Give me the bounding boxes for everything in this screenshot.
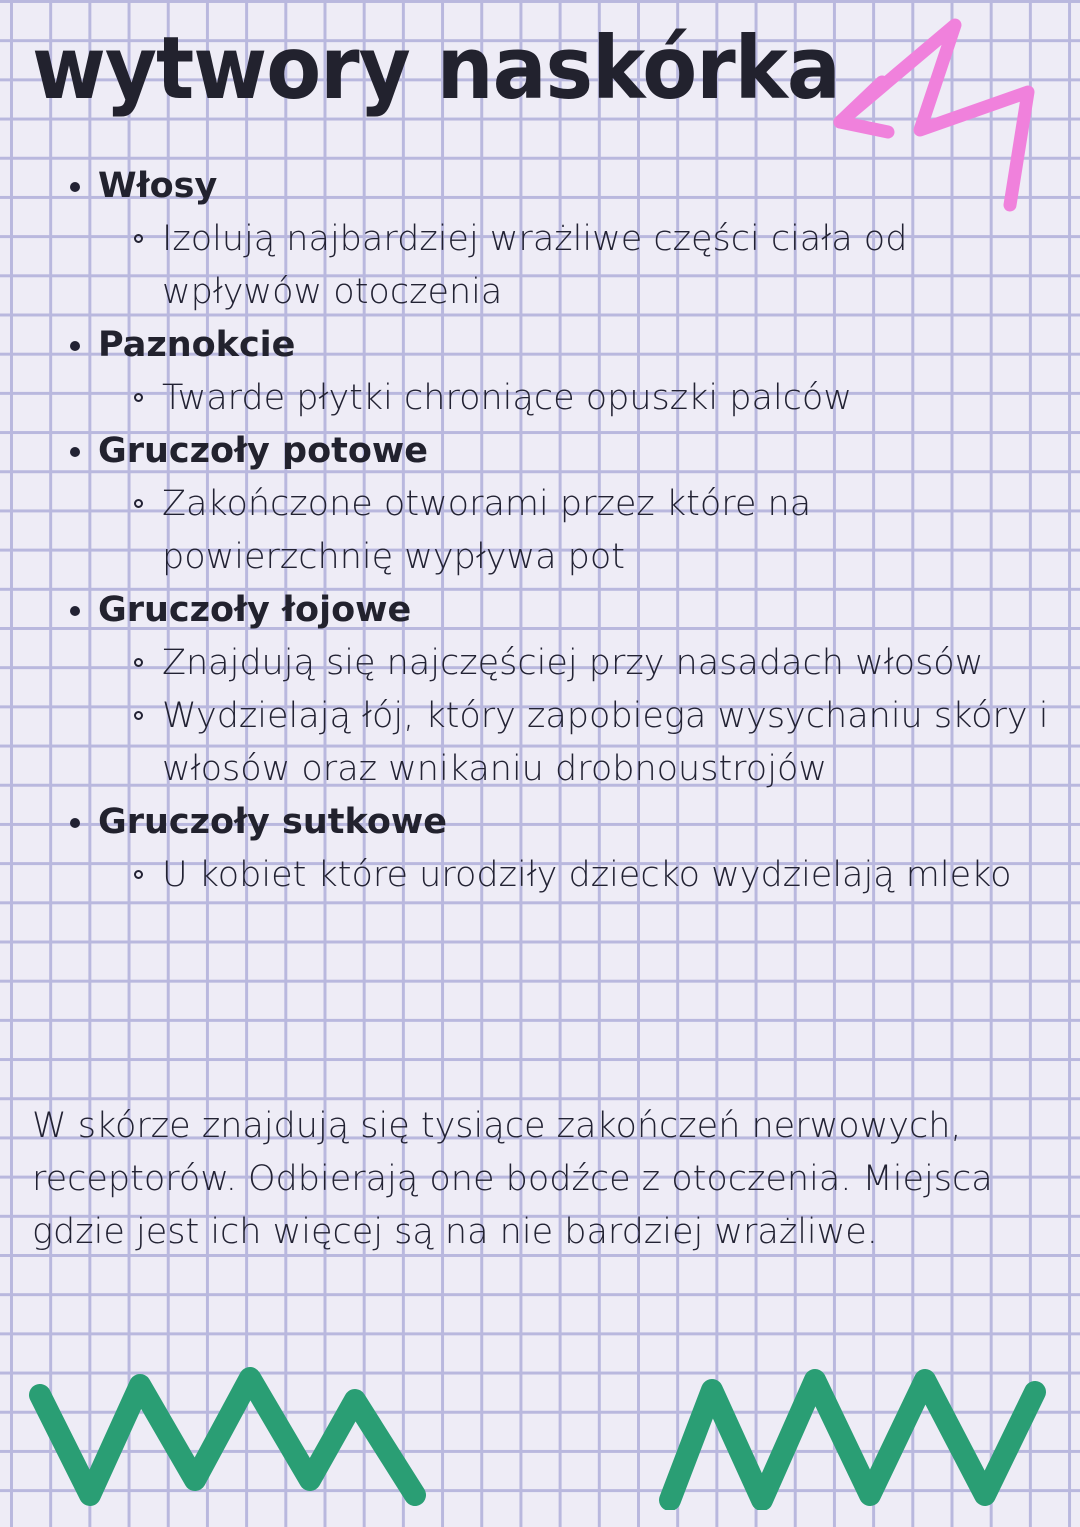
section-item <box>60 319 1050 425</box>
section-heading: Gruczoły potowe <box>98 431 429 471</box>
section-point: Znajdują się najczęściej przy nasadach włosów <box>162 637 1050 690</box>
section-item <box>60 584 1050 796</box>
content-list <box>60 160 1050 902</box>
section-point: Wydzielają łój, który zapobiega wysychaniu skóry i włosów oraz wnikaniu drobnoustrojów <box>162 690 1050 796</box>
section-heading: Włosy <box>98 166 218 206</box>
page-title: wytwory naskórka <box>32 18 840 119</box>
section-heading: Gruczoły łojowe <box>98 590 412 630</box>
section-point: U kobiet które urodziły dziecko wydzielają mleko <box>162 849 1050 902</box>
section-point: Izolują najbardziej wrażliwe części ciała od wpływów otoczenia <box>162 213 1050 319</box>
section-item <box>60 796 1050 902</box>
green-zigzag-left <box>20 1360 430 1510</box>
section-heading: Gruczoły sutkowe <box>98 802 447 842</box>
section-point: Twarde płytki chroniące opuszki palców <box>162 372 1050 425</box>
section-item <box>60 425 1050 584</box>
section-heading: Paznokcie <box>98 325 296 365</box>
section-item <box>60 160 1050 319</box>
summary-paragraph: W skórze znajdują się tysiące zakończeń nerwowych, receptorów. Odbierają one bodźce z otoczenia. Miejsca gdzie jest ich więcej są na nie bardziej wrażliwe. <box>32 1106 993 1252</box>
green-zigzag-right <box>650 1360 1060 1510</box>
section-point: Zakończone otworami przez które na powierzchnię wypływa pot <box>162 478 1050 584</box>
